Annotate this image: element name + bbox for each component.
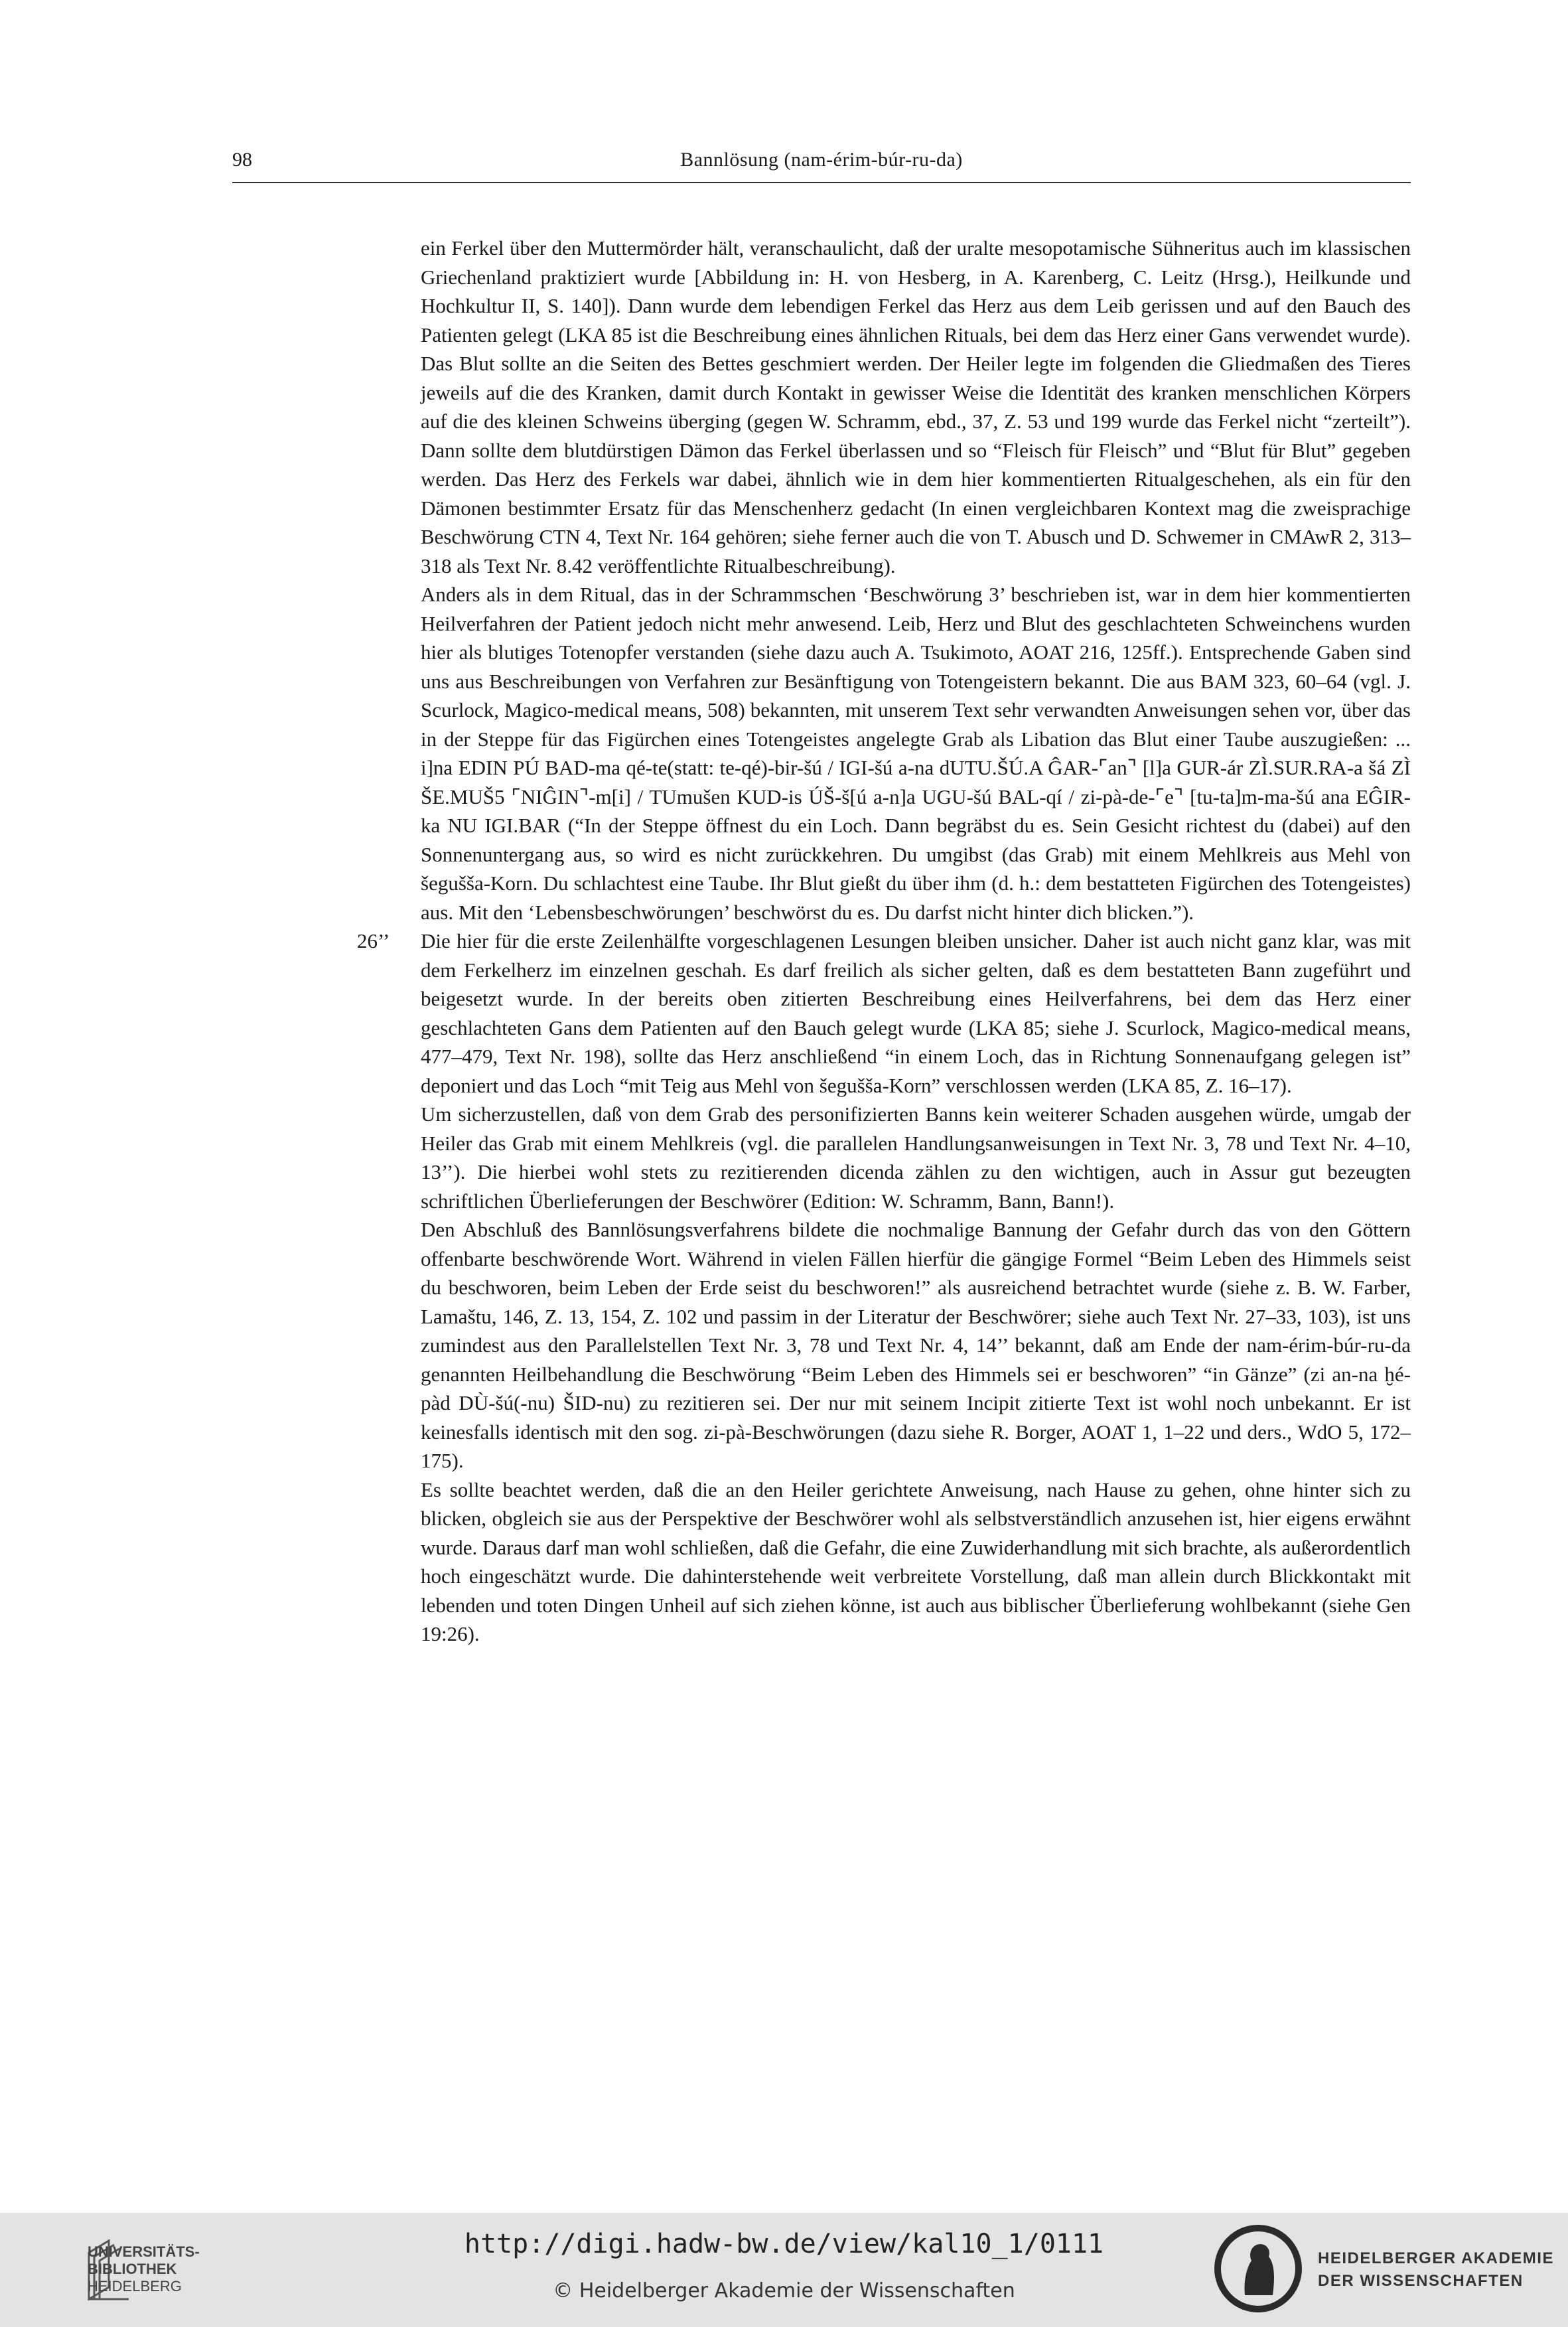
academy-seal-icon — [1212, 2222, 1305, 2315]
academy-name: HEIDELBERGER AKADEMIE DER WISSENSCHAFTEN — [1318, 2249, 1554, 2290]
digitization-footer — [0, 2213, 1568, 2327]
page-number: 98 — [232, 149, 252, 171]
paragraph: ein Ferkel über den Muttermörder hält, veranschaulicht, daß der uralte mesopotamische Sühneritus auch im klassischen Griechenland praktiziert wurde [Abbildung in: H. von Hesberg, in A. Karenberg, C. Leitz (Hrsg.), Heilkunde und Hochkultur II, S. 140]). Dann wurde dem lebendigen Ferkel das Herz aus dem Leib gerissen und auf den Bauch des Patienten gelegt (LKA 85 ist die Beschreibung eines ähnlichen Rituals, bei dem das Herz einer Gans verwendet wurde). Das Blut sollte an die Seiten des Bettes geschmiert werden. Der Heiler legte im folgenden die Gliedmaßen des Tieres jeweils auf die des Kranken, damit durch Kontakt in gewisser Weise die Identität des kranken menschlichen Körpers auf die des kleinen Schweins überging (gegen W. Schramm, ebd., 37, Z. 53 und 199 wurde das Ferkel nicht “zerteilt”). Dann sollte dem blutdürstigen Dämon das Ferkel überlassen und so “Fleisch für Fleisch” und “Blut für Blut” gegeben werden. Das Herz des Ferkels war dabei, ähnlich wie in dem hier kommentierten Ritualgeschehen, als ein für den Dämonen bestimmter Ersatz für das Menschenherz gedacht (In einen vergleichbaren Kontext mag die zweisprachige Beschwörung CTN 4, Text Nr. 164 gehören; siehe ferner auch die von T. Abusch und D. Schwemer in CMAwR 2, 313–318 als Text Nr. 8.42 veröffentlichte Ritualbeschreibung). — [421, 236, 1411, 577]
library-name: UNIVERSITÄTS- BIBLIOTHEK HEIDELBERG — [88, 2243, 200, 2294]
commentary-body — [357, 234, 1411, 1649]
paragraph: Die hier für die erste Zeilenhälfte vorgeschlagenen Lesungen bleiben unsicher. Daher ist auch nicht ganz klar, was mit dem Ferkelherz im einzelnen geschah. Es darf freilich als sicher gelten, daß es dem bestatteten Bann zugeführt und beigesetzt wurde. In der bereits oben zitierten Beschreibung eines Heilverfahrens, bei dem das Herz einer geschlachteten Gans dem Patienten auf den Bauch gelegt wurde (LKA 85; siehe J. Scurlock, Magico-medical means, 477–479, Text Nr. 198), sollte das Herz anschließend “in einem Loch, das in Richtung Sonnenaufgang gelegen ist” deponiert und das Loch “mit Teig aus Mehl von šegušša-Korn” verschlossen werden (LKA 85, Z. 16–17). — [421, 929, 1411, 1097]
paragraph: Anders als in dem Ritual, das in der Schrammschen ‘Beschwörung 3’ beschrieben ist, war in dem hier kommentierten Heilverfahren der Patient jedoch nicht mehr anwesend. Leib, Herz und Blut des geschlachteten Schweinchens wurden hier als blutiges Totenopfer verstanden (siehe dazu auch A. Tsukimoto, AOAT 216, 125ff.). Entsprechende Gaben sind uns aus Beschreibungen von Verfahren zur Besänftigung von Totengeistern bekannt. Die aus BAM 323, 60–64 (vgl. J. Scurlock, Magico-medical means, 508) bekannten, mit unserem Text sehr verwandten Anweisungen sehen vor, über das in der Steppe für das Figürchen eines Totengeistes angelegte Grab als Libation das Blut einer Taube auszugießen: ... i]na EDIN PÚ BAD-ma qé-te(statt: te-qé)-bir-šú / IGI-šú a-na dUTU.ŠÚ.A ĜAR-⌜an⌝ [l]a GUR-ár ZÌ.SUR.RA-a šá ZÌ ŠE.MUŠ5 ⌜NIĜIN⌝-m[i] / TUmušen KUD-is ÚŠ-š[ú a-n]a UGU-šú BAL-qí / zi-pà-de-⌜e⌝ [tu-ta]m-ma-šú ana EĜIR-ka NU IGI.BAR (“In der Steppe öffnest du ein Loch. Dann begräbst du es. Sein Gesicht richtest du (dabei) auf den Sonnenuntergang aus, so wird es nicht zurückkehren. Du umgibst (das Grab) mit einem Mehlkreis aus Mehl von šegušša-Korn. Du schlachtest eine Taube. Ihr Blut gießt du über ihm (d. h.: dem bestatteten Figürchen des Totengeistes) aus. Mit den ‘Lebensbeschwörungen’ beschwörst du es. Du darfst nicht hinter dich blicken.”). — [421, 583, 1411, 924]
permalink[interactable]: http://digi.hadw-bw.de/view/kal10_1/0111 — [464, 2229, 1104, 2259]
page-header — [232, 149, 1411, 183]
paragraph: Um sicherzustellen, daß von dem Grab des personifizierten Banns kein weiterer Schaden ausgehen würde, umgab der Heiler das Grab mit einem Mehlkreis (vgl. die parallelen Handlungsanweisungen in Text Nr. 3, 78 und Text Nr. 4–10, 13’’). Die hierbei wohl stets zu rezitierenden dicenda zählen zu den wichtigen, auch in Assur gut bezeugten schriftlichen Überlieferungen der Beschwörer (Edition: W. Schramm, Bann, Bann!). — [421, 1102, 1411, 1213]
paragraph: Es sollte beachtet werden, daß die an den Heiler gerichtete Anweisung, nach Hause zu gehen, ohne hinter sich zu blicken, obgleich sie aus der Perspektive der Beschwörer wohl als selbstverständlich anzusehen ist, hier eigens erwähnt wurde. Daraus darf man wohl schließen, daß die Gefahr, die eine Zuwiderhandlung mit sich brachte, als außerordentlich hoch eingeschätzt wurde. Die dahinterstehende weit verbreitete Vorstellung, daß man allein durch Blickkontakt mit lebenden und toten Dingen Unheil auf sich ziehen könne, ist auch aus biblischer Überlieferung wohlbekannt (siehe Gen 19:26). — [421, 1477, 1411, 1645]
commentary-entry-26 — [357, 927, 1411, 1649]
line-reference: 26’’ — [357, 929, 390, 952]
running-title: Bannlösung (nam-érim-búr-ru-da) — [680, 149, 963, 171]
paragraph: Den Abschluß des Bannlösungsverfahrens bildete die nochmalige Bannung der Gefahr durch das von den Göttern offenbarte beschwörende Wort. Während in vielen Fällen hierfür die gängige Formel “Beim Leben des Himmels seist du beschworen, beim Leben der Erde seist du beschworen!” als ausreichend betrachtet wurde (siehe z. B. W. Farber, Lamaštu, 146, Z. 13, 154, Z. 102 und passim in der Literatur der Beschwörer; siehe auch Text Nr. 27–33, 103), ist uns zumindest aus den Parallelstellen Text Nr. 3, 78 und Text Nr. 4, 14’’ bekannt, daß am Ende der nam-érim-búr-ru-da genannten Heilbehandlung die Beschwörung “Beim Leben des Himmels sei er beschworen” “in Gänze” (zi an-na ḫé-pàd DÙ-šú(-nu) ŠID-nu) zu rezitieren sei. Der nur mit seinem Incipit zitierte Text ist wohl noch unbekannt. Er ist keinesfalls identisch mit den sog. zi-pà-Beschwörungen (dazu siehe R. Borger, AOAT 1, 1–22 und ders., WdO 5, 172–175). — [421, 1218, 1411, 1472]
copyright-notice: © Heidelberger Akademie der Wissenschaften — [553, 2279, 1015, 2302]
